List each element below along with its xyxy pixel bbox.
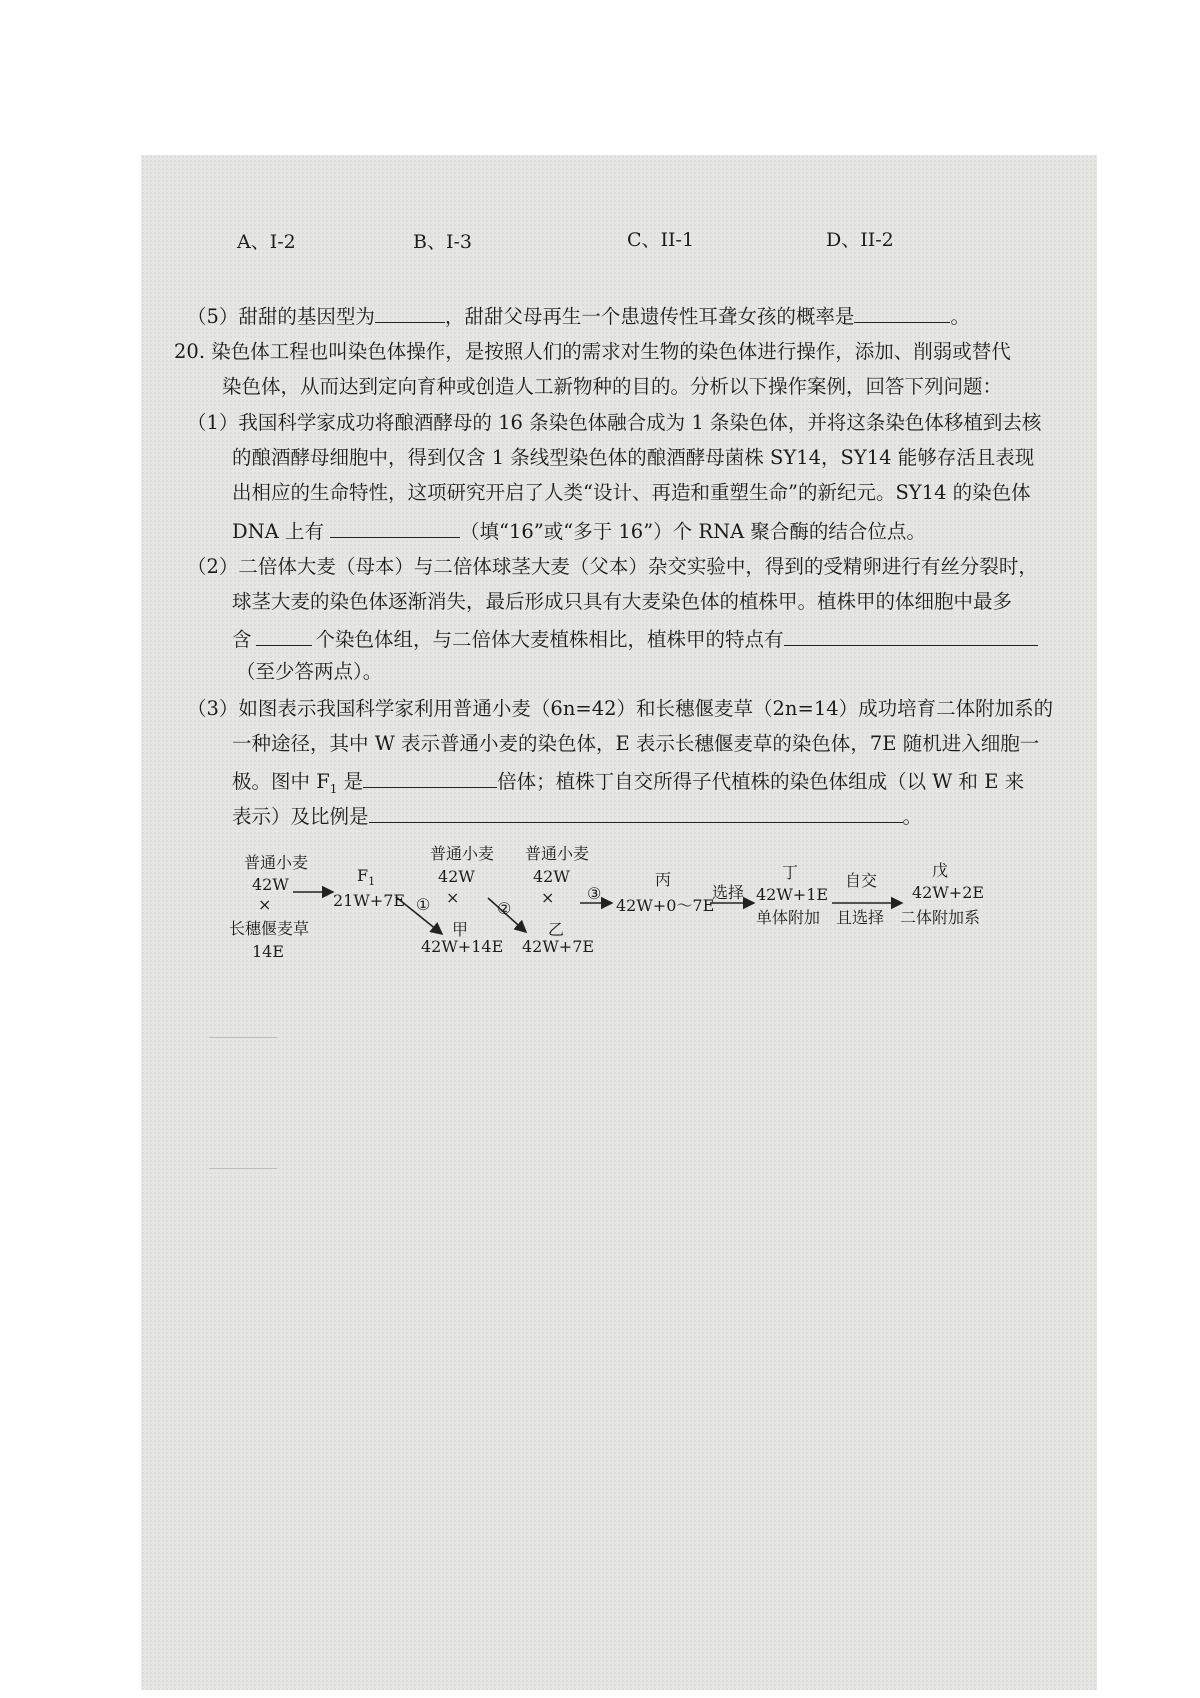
- option-d: D、II-2: [826, 229, 894, 251]
- part3-text-d: 表示）及比例是: [232, 805, 369, 828]
- cross-symbol-1: ×: [258, 895, 272, 914]
- q5-text-c: 。: [950, 305, 970, 328]
- part1-text-a: DNA 上有: [232, 520, 324, 543]
- q5-text-b: ，甜甜父母再生一个患遗传性耳聋女孩的概率是: [444, 305, 855, 328]
- wheat-label-1: 普通小麦: [244, 853, 309, 872]
- step-1-marker: ①: [416, 895, 431, 914]
- part3-subscript: 1: [329, 781, 338, 796]
- ding-label: 丁: [782, 863, 799, 882]
- wheat-chromosomes-1: 42W: [252, 875, 289, 894]
- bing-chromosomes: 42W+0～7E: [616, 896, 715, 915]
- q20-part2-line1: （2）二倍体大麦（母本）与二倍体球茎大麦（父本）杂交实验中，得到的受精卵进行有丝分裂时，: [187, 555, 1038, 578]
- step-2-marker: ②: [497, 899, 512, 918]
- select-label: 选择: [712, 883, 745, 902]
- wu-chromosomes: 42W+2E: [912, 883, 985, 902]
- q20-intro-line1: 20. 染色体工程也叫染色体操作，是按照人们的需求对生物的染色体进行操作，添加、削弱或替代: [174, 340, 1011, 363]
- part2-text-a: 含: [232, 628, 252, 651]
- q5-text-a: （5）甜甜的基因型为: [187, 305, 375, 328]
- jia-chromosomes: 42W+14E: [421, 937, 504, 956]
- option-b: B、I-3: [413, 231, 472, 253]
- q20-part1-line2: 的酿酒酵母细胞中，得到仅含 1 条线型染色体的酿酒酵母菌株 SY14，SY14 能够存活且表现: [232, 446, 1035, 469]
- scan-mark: [209, 1037, 277, 1038]
- yi-chromosomes: 42W+7E: [522, 937, 595, 956]
- step-3-marker: ③: [587, 884, 602, 903]
- f1-letter: F: [357, 866, 369, 885]
- wheat-label-2: 普通小麦: [430, 844, 495, 863]
- wheat-chromosomes-3: 42W: [533, 867, 570, 886]
- f1-label: [357, 866, 375, 888]
- self-select-label: 且选择: [836, 908, 885, 927]
- f1-chromosomes: 21W+7E: [333, 891, 406, 910]
- ding-description: 单体附加: [756, 908, 821, 927]
- self-cross-label: 自交: [845, 871, 878, 890]
- wu-label: 戊: [932, 861, 949, 880]
- part3-text-b: 是: [337, 770, 364, 793]
- grass-label: 长穗偃麦草: [229, 919, 310, 938]
- q20-part3-line1: （3）如图表示我国科学家利用普通小麦（6n=42）和长穗偃麦草（2n=14）成功培育二体附加系的: [187, 697, 1054, 720]
- part3-text-c: 倍体；植株丁自交所得子代植株的染色体组成（以 W 和 E 来: [497, 770, 1025, 793]
- part2-text-b: 个染色体组，与二倍体大麦植株相比，植株甲的特点有: [315, 628, 784, 651]
- grass-chromosomes: 14E: [252, 942, 285, 961]
- ding-chromosomes: 42W+1E: [756, 885, 829, 904]
- wheat-chromosomes-2: 42W: [438, 867, 475, 886]
- yi-label: 乙: [548, 920, 565, 939]
- q20-part3-line2: 一种途径，其中 W 表示普通小麦的染色体，E 表示长穗偃麦草的染色体，7E 随机进入细胞一: [232, 732, 1040, 755]
- wheat-label-3: 普通小麦: [525, 844, 590, 863]
- cross-symbol-2: ×: [446, 888, 460, 907]
- jia-label: 甲: [452, 920, 469, 939]
- q20-intro-line2: 染色体，从而达到定向育种或创造人工新物种的目的。分析以下操作案例，回答下列问题：: [222, 375, 1003, 398]
- part3-text-e: 。: [902, 805, 923, 828]
- part3-text-a: 极。图中 F: [232, 770, 330, 793]
- option-a: A、I-2: [237, 231, 296, 253]
- option-c: C、II-1: [627, 229, 695, 251]
- q20-part1-line3: 出相应的生命特性，这项研究开启了人类“设计、再造和重塑生命”的新纪元。SY14 的染色体: [232, 481, 1031, 504]
- part1-text-b: （填“16”或“多于 16”）个 RNA 聚合酶的结合位点。: [459, 520, 926, 543]
- cross-symbol-3: ×: [541, 888, 555, 907]
- f1-subscript: 1: [368, 875, 376, 889]
- q20-part2-line4: （至少答两点）。: [236, 660, 383, 683]
- q20-part2-line2: 球茎大麦的染色体逐渐消失，最后形成只具有大麦染色体的植株甲。植株甲的体细胞中最多: [232, 590, 1013, 613]
- bing-label: 丙: [655, 870, 672, 889]
- scan-mark: [209, 1168, 277, 1169]
- q20-part1-line1: （1）我国科学家成功将酿酒酵母的 16 条染色体融合成为 1 条染色体，并将这条染色体移植到去核: [187, 411, 1042, 434]
- wu-description: 二体附加系: [900, 908, 981, 927]
